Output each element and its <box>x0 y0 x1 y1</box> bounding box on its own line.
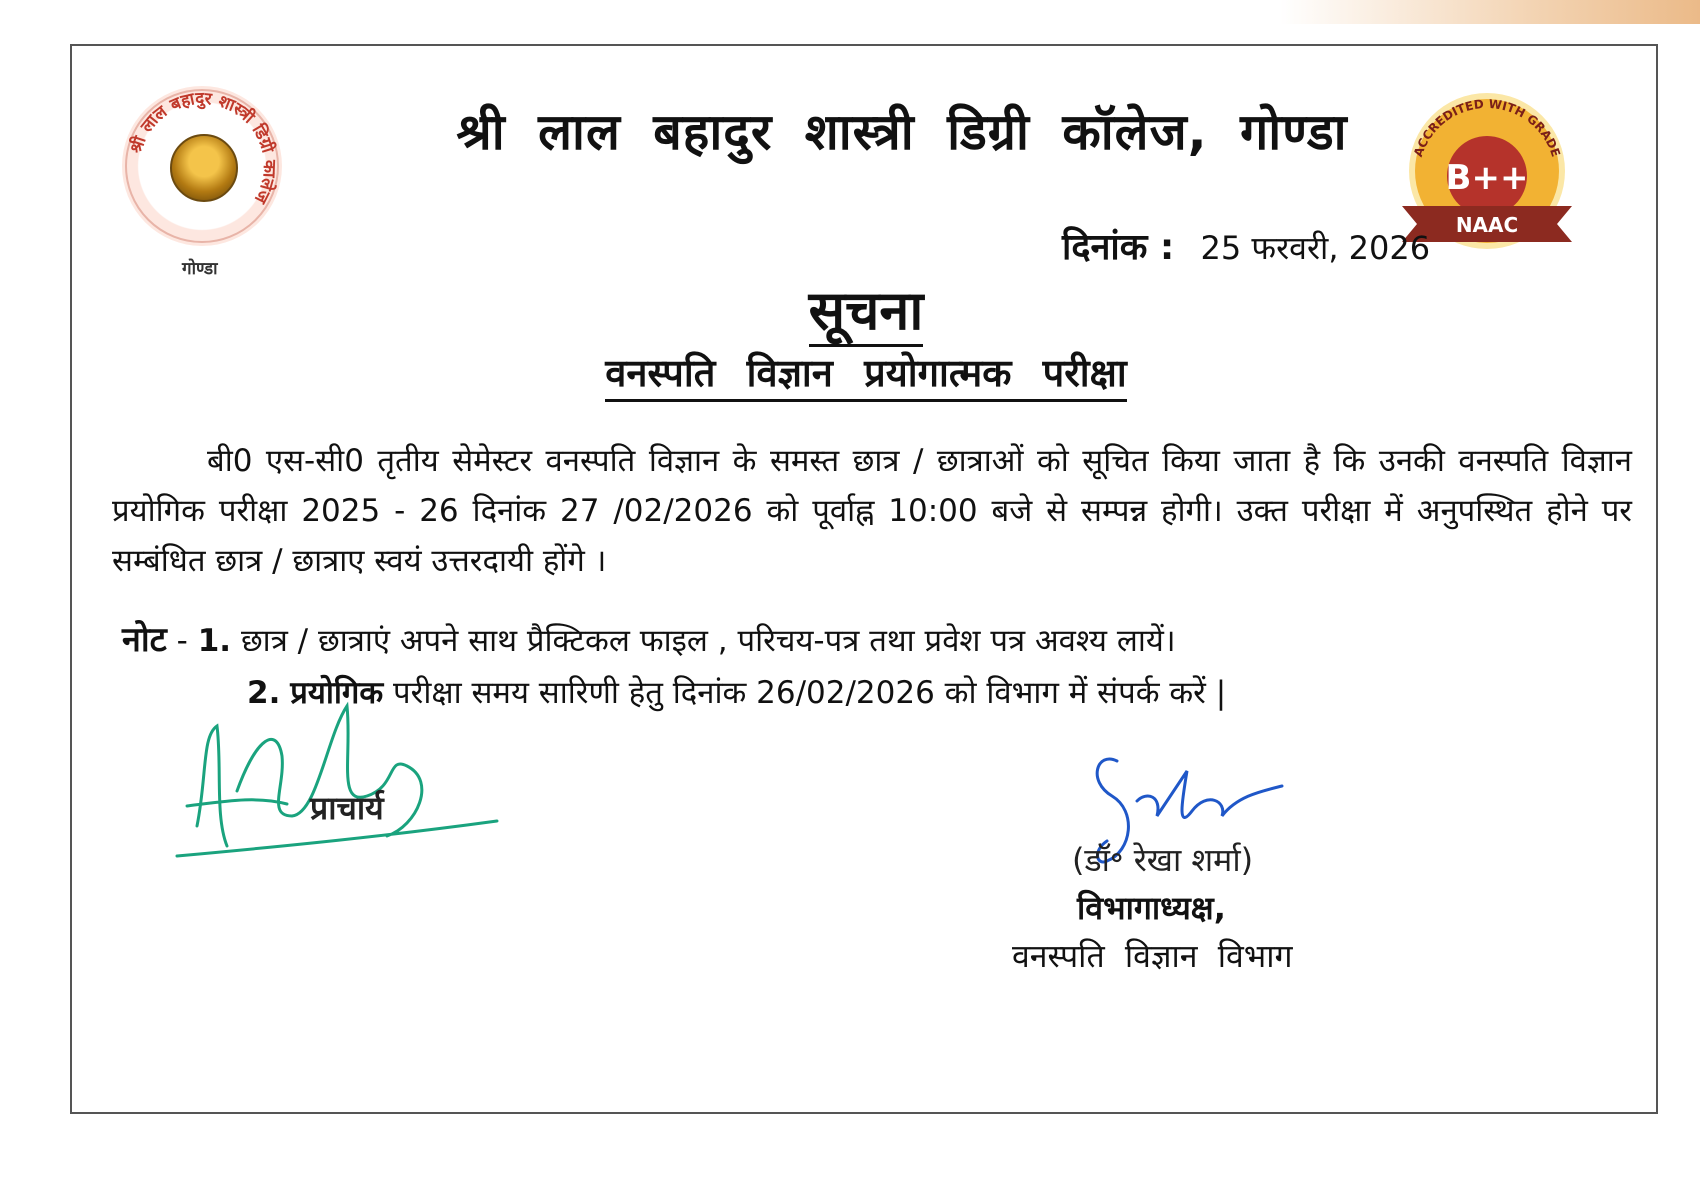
college-seal-logo <box>122 86 282 246</box>
notice-date <box>1062 221 1430 270</box>
notice-sheet <box>70 44 1658 1114</box>
note-text: परीक्षा समय सारिणी हेतु दिनांक 26/02/2026 को विभाग में संपर्क करें | <box>393 675 1227 711</box>
note-bold-text: प्रयोगिक <box>290 675 384 711</box>
naac-ring-text: ACCREDITED WITH GRADE <box>1411 96 1563 159</box>
hod-title: विभागाध्यक्ष, <box>1077 889 1226 927</box>
note-number: 1. <box>197 623 232 659</box>
hod-name: (डॉ॰ रेखा शर्मा) <box>1072 841 1254 879</box>
naac-grade: B++ <box>1445 158 1529 198</box>
notice-subtitle-text: वनस्पति विज्ञान प्रयोगात्मक परीक्षा <box>605 351 1126 402</box>
seal-emblem-icon <box>170 134 238 202</box>
date-value: 25 फरवरी, 2026 <box>1200 229 1431 267</box>
naac-ribbon-label: NAAC <box>1455 213 1519 237</box>
note-text: छात्र / छात्राएं अपने साथ प्रैक्टिकल फाइल , परिचय-पत्र तथा प्रवेश पत्र अवश्य लायें। <box>240 623 1176 659</box>
paper-corner-stain <box>1280 0 1700 24</box>
note-label: नोट <box>122 620 167 660</box>
seal-ring-text: श्री लाल बहादुर शास्त्री डिग्री कालेज <box>126 88 280 207</box>
date-label: दिनांक : <box>1062 227 1175 268</box>
seal-city-label: गोण्डा <box>182 259 218 279</box>
hod-department: वनस्पति विज्ञान विभाग <box>1012 937 1293 975</box>
notice-title-text: सूचना <box>809 279 924 347</box>
notice-subtitle <box>72 346 1660 398</box>
principal-label: प्राचार्य <box>310 789 384 827</box>
notice-body: बी0 एस-सी0 तृतीय सेमेस्टर वनस्पति विज्ञान के समस्त छात्र / छात्राओं को सूचित किया जाता है कि उनकी वनस्पति विज्ञान प्रयोगिक परीक्षा 2025 - 26 दिनांक 27 /02/2026 को पूर्वाह्न 10:00 बजे से सम्पन्न होगी। उक्त परीक्षा में अनुपस्थित होने पर सम्बंधित छात्र / छात्राए स्वयं उत्तरदायी होंगे । <box>112 443 1632 579</box>
notice-title <box>72 271 1660 345</box>
note-number: 2. <box>247 675 281 711</box>
note-item-1: नोट - 1. छात्र / छात्राएं अपने साथ प्रैक्टिकल फाइल , परिचय-पत्र तथा प्रवेश पत्र अवश्य लायें। <box>122 620 1176 660</box>
college-name: श्री लाल बहादुर शास्त्री डिग्री कॉलेज, गोण्डा <box>456 103 1348 161</box>
